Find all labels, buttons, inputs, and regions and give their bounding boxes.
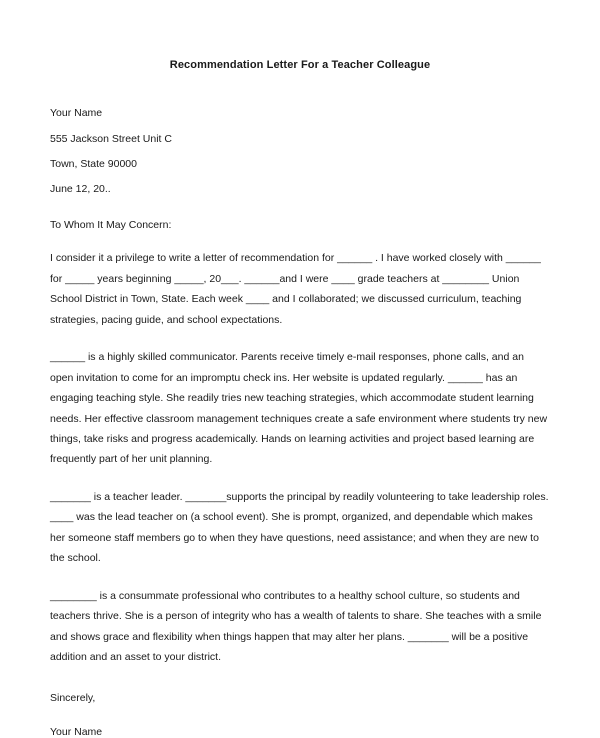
body-paragraph-2: ______ is a highly skilled communicator. Parents receive timely e-mail responses, phone calls, and an open invitation to come for an impromptu check ins. Her website is updated regularly. ______ has an engaging teaching style. She readily tries new teaching strategies, which accommodate student learning needs. Her effective classroom management techniques create a safe environment where students try new things, take risks and progress academically. Hands on learning activities and project based learning are frequently part of her unit planning.: [50, 351, 548, 466]
letter-date: June 12, 20..: [50, 183, 111, 196]
body-paragraph-3: _______ is a teacher leader. _______supports the principal by readily volunteering to take leadership roles. ____ was the lead teacher on (a school event). She is prompt, organized, and dependable which makes her someone staff members go to when they have questions, need assistance; and when they are new to the school.: [50, 490, 549, 565]
page-title: Recommendation Letter For a Teacher Colleague: [169, 59, 431, 71]
sender-city-state-zip: Town, State 90000: [50, 157, 137, 170]
sender-street: 555 Jackson Street Unit C: [50, 132, 172, 145]
sender-address-block: [50, 106, 550, 197]
signature-name: Your Name: [50, 725, 103, 738]
body-paragraph-1: I consider it a privilege to write a letter of recommendation for ______ . I have worked closely with ______ for _____ years beginning _____, 20___. ______and I were ____ grade teachers at ________ Union School District in Town, State. Each week ____ and I collaborated; we discussed curriculum, teaching strategies, pacing guide, and school expectations.: [50, 252, 541, 326]
sender-name: Your Name: [50, 107, 103, 120]
closing-line: Sincerely,: [50, 691, 96, 704]
salutation: To Whom It May Concern:: [50, 219, 172, 232]
body-paragraph-4: ________ is a consummate professional who contributes to a healthy school culture, so students and teachers thrive. She is a person of integrity who has a wealth of talents to share. She teaches with a smile and shows grace and flexibility when things happen that may alter her plans. _______ will be a positive addition and an asset to your district.: [50, 589, 542, 664]
